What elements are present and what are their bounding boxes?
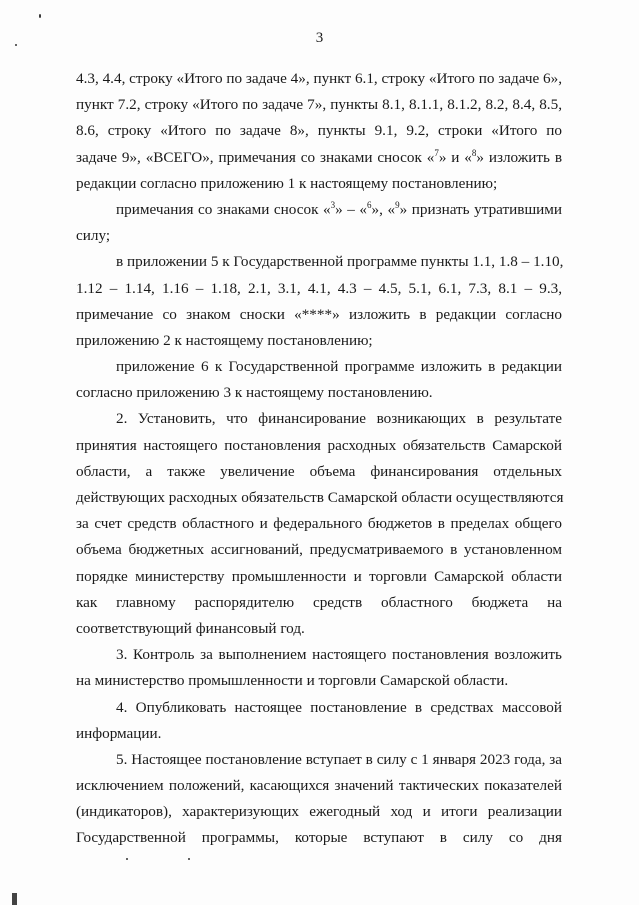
text-line: 3. Контроль за выполнением настоящего постановления возложить — [116, 646, 562, 664]
text-line — [76, 145, 562, 171]
text-line: действующих расходных обязательств Самарской области осуществляются — [76, 489, 564, 506]
text-line: области, а также увеличение объема финансирования отдельных — [76, 462, 562, 480]
text-line: 2. Установить, что финансирование возникающих в результате — [116, 410, 562, 428]
text-line: пункт 7.2, строку «Итого по задаче 7», пункты 8.1, 8.1.1, 8.1.2, 8.2, 8.4, 8.5, — [76, 96, 562, 114]
footnote-mark: 6 — [367, 199, 372, 210]
text-line: соответствующий финансовый год. — [76, 619, 305, 637]
scan-speck — [39, 14, 41, 18]
text-fragment: » признать утратившими — [399, 200, 563, 218]
text-line: редакции согласно приложению 1 к настоящему постановлению; — [76, 174, 498, 192]
document-body — [76, 66, 562, 852]
text-line: согласно приложению 3 к настоящему постановлению. — [76, 384, 433, 402]
text-line: приложение 6 к Государственной программе изложить в редакции — [116, 358, 562, 376]
text-fragment: примечания со знаками сносок « — [116, 200, 331, 218]
footnote-mark: 3 — [330, 199, 336, 210]
text-line: объема бюджетных ассигнований, предусматриваемого в установленном — [76, 541, 562, 559]
text-line: как главному распорядителю средств областного бюджета на — [76, 593, 562, 611]
text-fragment: » и « — [438, 148, 472, 166]
text-line: информации. — [76, 724, 162, 742]
text-line: (индикаторов), характеризующих ежегодный ход и итоги реализации — [76, 803, 562, 821]
text-line: порядке министерству промышленности и торговли Самарской области — [76, 567, 562, 585]
scan-speck — [188, 858, 190, 860]
text-line: силу; — [76, 227, 111, 245]
text-line: приложению 2 к настоящему постановлению; — [76, 331, 373, 349]
text-line: 8.6, строку «Итого по задаче 8», пункты 9.1, 9.2, строки «Итого по — [76, 122, 562, 140]
text-line: исключением положений, касающихся значений тактических показателей — [76, 777, 562, 795]
text-line: за счет средств областного и федерального бюджетов в пределах общего — [76, 515, 562, 533]
scan-speck — [15, 44, 17, 46]
text-fragment: задаче 9», «ВСЕГО», примечания со знаками сносок « — [76, 148, 435, 166]
text-line: примечание со знаком сноски «****» изложить в редакции согласно — [76, 305, 562, 323]
footnote-mark: 9 — [395, 199, 400, 210]
footnote-mark: 8 — [471, 147, 477, 158]
text-line — [76, 197, 562, 223]
text-line: в приложении 5 к Государственной программе пункты 1.1, 1.8 – 1.10, — [116, 253, 564, 271]
text-line: 4. Опубликовать настоящее постановление в средствах массовой — [116, 698, 562, 716]
text-line: 1.12 – 1.14, 1.16 – 1.18, 2.1, 3.1, 4.1, 4.3 – 4.5, 5.1, 6.1, 7.3, 8.1 – 9.3, — [76, 279, 562, 297]
page-number: 3 — [315, 30, 324, 46]
text-line: 4.3, 4.4, строку «Итого по задаче 4», пункт 6.1, строку «Итого по задаче 6», — [76, 70, 562, 87]
text-line: 5. Настоящее постановление вступает в силу с 1 января 2023 года, за — [116, 750, 562, 768]
footnote-mark: 7 — [434, 147, 439, 158]
text-line: на министерство промышленности и торговли Самарской области. — [76, 672, 509, 690]
text-line: принятия настоящего постановления расходных обязательств Самарской — [76, 436, 562, 454]
text-fragment: » – « — [335, 200, 368, 218]
text-fragment: », « — [371, 200, 396, 218]
text-line: Государственной программы, которые вступают в силу со дня — [76, 829, 562, 847]
text-fragment: » изложить в — [476, 148, 562, 166]
scan-edge-mark — [12, 893, 17, 905]
scan-speck — [126, 858, 128, 860]
